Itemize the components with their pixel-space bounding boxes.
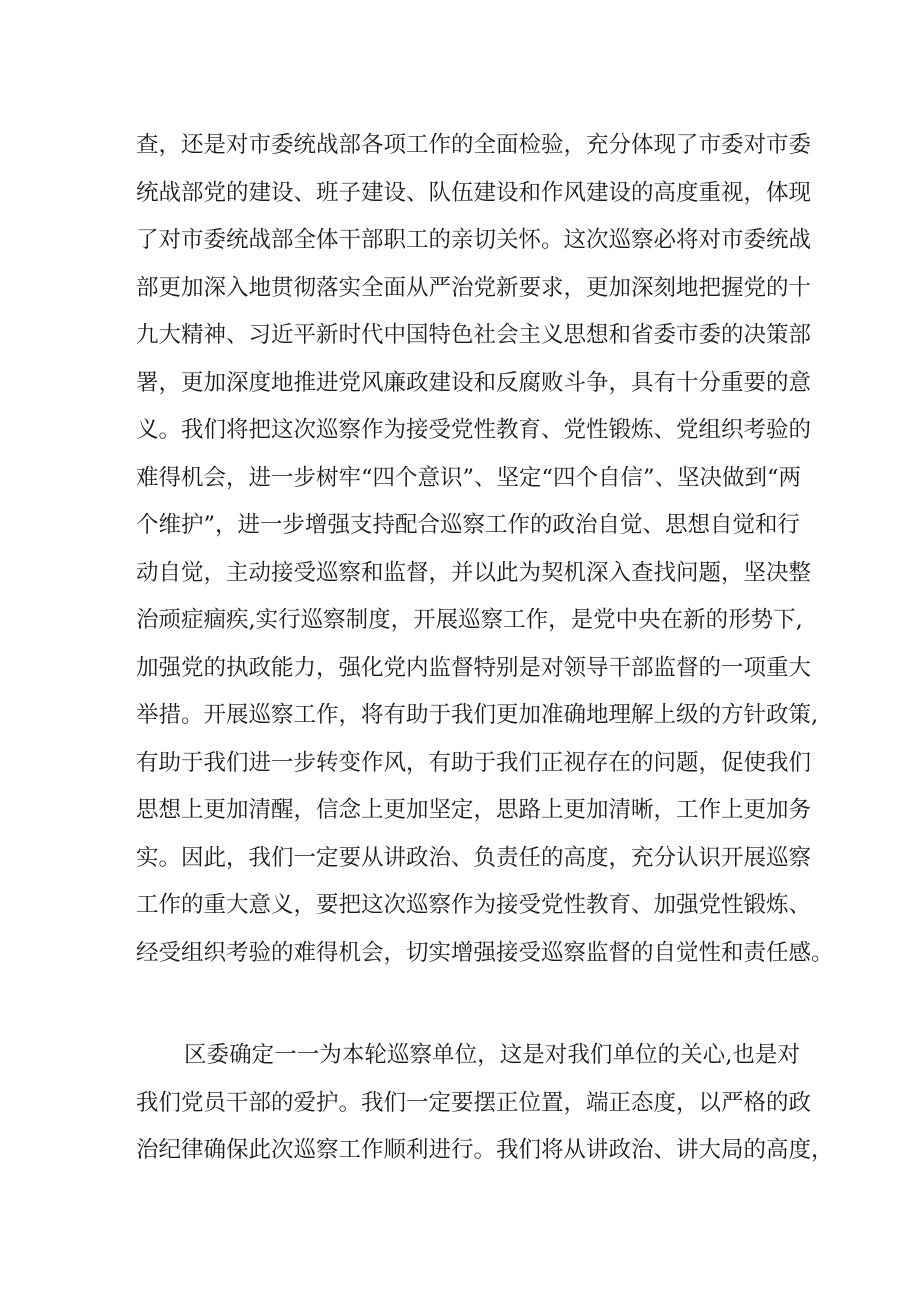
text-line: 实。因此，我们一定要从讲政治、负责任的高度，充分认识开展巡察 — [136, 844, 812, 871]
paragraph-1 — [136, 122, 834, 977]
paragraph-2 — [136, 1032, 834, 1175]
text-line: 工作的重大意义，要把这次巡察作为接受党性教育、加强党性锻炼、 — [136, 892, 812, 918]
text-line: 经受组织考验的难得机会，切实增强接受巡察监督的自觉性和责任感。 — [136, 939, 834, 966]
text-line: 治纪律确保此次巡察工作顺利进行。我们将从讲政治、讲大局的高度， — [136, 1137, 834, 1163]
text-line: 统战部党的建设、班子建设、队伍建设和作风建设的高度重视，体现 — [136, 179, 812, 206]
text-line: 了对市委统战部全体干部职工的亲切关怀。这次巡察必将对市委统战 — [136, 227, 812, 253]
text-line: 举措。开展巡察工作，将有助于我们更加准确地理解上级的方针政策, — [136, 702, 819, 728]
text-line: 部更加深入地贯彻落实全面从严治党新要求，更加深刻地把握党的十 — [136, 274, 812, 301]
text-line: 查，还是对市委统战部各项工作的全面检验，充分体现了市委对市委 — [136, 132, 812, 158]
text-line: 治顽症痼疾,实行巡察制度，开展巡察工作，是党中央在新的形势下, — [136, 607, 803, 633]
text-line: 动自觉，主动接受巡察和监督，并以此为契机深入查找问题，坚决整 — [136, 559, 812, 586]
text-line: 有助于我们进一步转变作风，有助于我们正视存在的问题，促使我们 — [136, 749, 812, 776]
text-line: 难得机会，进一步树牢“四个意识”、坚定“四个自信”、坚决做到“两 — [136, 464, 802, 491]
text-line: 思想上更加清醒，信念上更加坚定，思路上更加清晰，工作上更加务 — [136, 797, 812, 823]
text-line: 署，更加深度地推进党风廉政建设和反腐败斗争，具有十分重要的意 — [136, 369, 812, 396]
text-line: 个维护”，进一步增强支持配合巡察工作的政治自觉、思想自觉和行 — [136, 512, 801, 538]
text-line: 九大精神、习近平新时代中国特色社会主义思想和省委市委的决策部 — [136, 322, 812, 348]
text-line: 我们党员干部的爱护。我们一定要摆正位置，端正态度，以严格的政 — [136, 1089, 812, 1116]
text-line: 义。我们将把这次巡察作为接受党性教育、党性锻炼、党组织考验的 — [136, 417, 812, 443]
text-line: 区委确定一一为本轮巡察单位，这是对我们单位的关心,也是对 — [184, 1042, 800, 1068]
text-line: 加强党的执政能力，强化党内监督特别是对领导干部监督的一项重大 — [136, 654, 812, 681]
